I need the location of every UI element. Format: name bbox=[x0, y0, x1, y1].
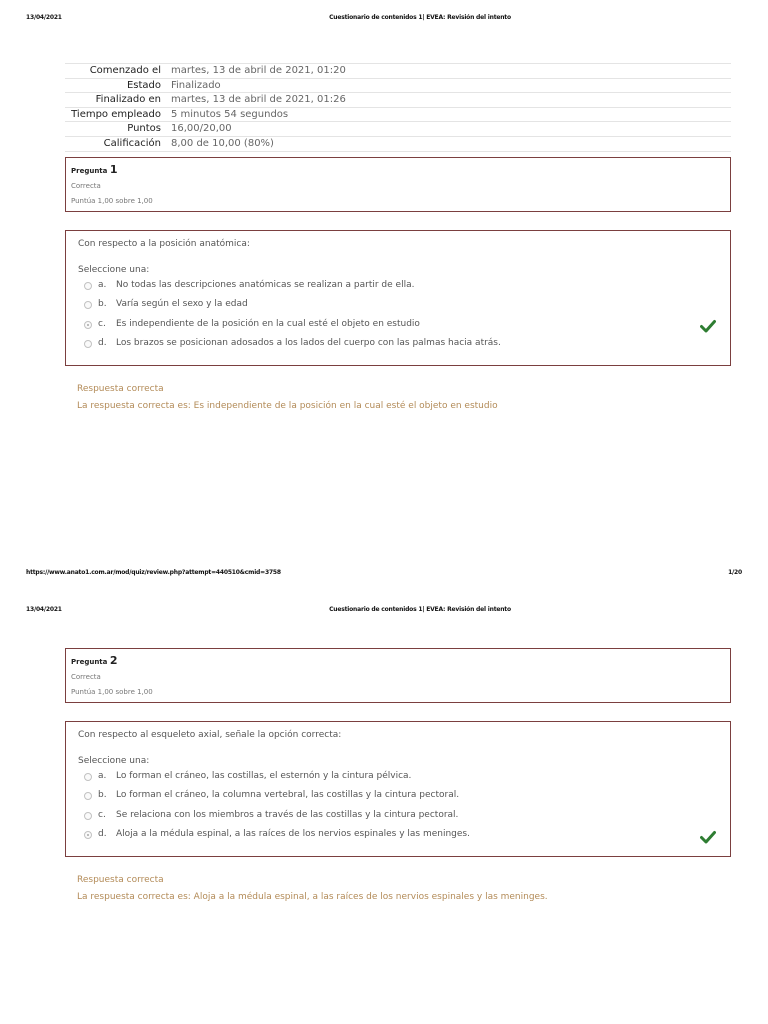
question-number-value: 1 bbox=[109, 163, 118, 176]
feedback-correct-answer: La respuesta correcta es: Aloja a la médula espinal, a las raíces de los nervios espinales y las meninges. bbox=[77, 892, 548, 902]
summary-row-started bbox=[65, 63, 731, 78]
print-date: 13/04/2021 bbox=[26, 14, 62, 21]
summary-value: 16,00/20,00 bbox=[171, 123, 232, 135]
option-letter: c. bbox=[98, 810, 106, 820]
summary-value: 8,00 de 10,00 (80%) bbox=[171, 137, 274, 149]
radio-icon[interactable] bbox=[84, 321, 92, 329]
attempt-summary-table bbox=[65, 63, 731, 152]
print-title: Cuestionario de contenidos 1| EVEA: Revisión del intento bbox=[329, 14, 511, 21]
summary-row-grade bbox=[65, 136, 731, 152]
option-letter: d. bbox=[98, 338, 107, 348]
option-text: No todas las descripciones anatómicas se realizan a partir de ella. bbox=[116, 280, 415, 290]
question-1-content bbox=[65, 230, 731, 366]
summary-row-finished bbox=[65, 92, 731, 107]
radio-icon[interactable] bbox=[84, 301, 92, 309]
radio-icon[interactable] bbox=[84, 812, 92, 820]
option-letter: b. bbox=[98, 299, 107, 309]
question-prompt: Seleccione una: bbox=[78, 756, 150, 766]
question-number bbox=[71, 654, 117, 667]
option-letter: b. bbox=[98, 790, 107, 800]
footer-url: https://www.anato1.com.ar/mod/quiz/review.php?attempt=440510&cmid=3758 bbox=[26, 569, 281, 576]
question-text: Con respecto al esqueleto axial, señale la opción correcta: bbox=[78, 730, 342, 740]
summary-row-points bbox=[65, 121, 731, 136]
radio-icon[interactable] bbox=[84, 773, 92, 781]
option-text: Lo forman el cráneo, las costillas, el esternón y la cintura pélvica. bbox=[116, 771, 412, 781]
summary-value: 5 minutos 54 segundos bbox=[171, 108, 289, 120]
radio-icon[interactable] bbox=[84, 340, 92, 348]
option-letter: d. bbox=[98, 829, 107, 839]
page-number: 1/20 bbox=[728, 569, 742, 576]
question-prompt: Seleccione una: bbox=[78, 265, 150, 275]
summary-label: Comenzado el bbox=[89, 65, 161, 76]
question-label: Pregunta bbox=[71, 658, 108, 666]
option-text: Lo forman el cráneo, la columna vertebral, las costillas y la cintura pectoral. bbox=[116, 790, 460, 800]
summary-label: Finalizado en bbox=[95, 94, 161, 106]
question-label: Pregunta bbox=[71, 167, 108, 175]
radio-icon[interactable] bbox=[84, 282, 92, 290]
summary-row-time-taken bbox=[65, 107, 731, 122]
option-letter: c. bbox=[98, 319, 106, 329]
question-grade: Puntúa 1,00 sobre 1,00 bbox=[71, 688, 153, 696]
option-text: Varía según el sexo y la edad bbox=[116, 299, 248, 309]
question-number bbox=[71, 163, 117, 176]
option-text: Los brazos se posicionan adosados a los lados del cuerpo con las palmas hacia atrás. bbox=[116, 338, 501, 348]
summary-value: Finalizado bbox=[171, 79, 221, 91]
feedback-title: Respuesta correcta bbox=[77, 875, 164, 885]
option-text: Se relaciona con los miembros a través de las costillas y la cintura pectoral. bbox=[116, 810, 459, 820]
feedback-correct-answer: La respuesta correcta es: Es independiente de la posición en la cual esté el objeto en estudio bbox=[77, 401, 498, 411]
question-1-info bbox=[65, 157, 731, 212]
option-letter: a. bbox=[98, 771, 107, 781]
summary-row-state bbox=[65, 78, 731, 93]
summary-label: Estado bbox=[126, 79, 161, 91]
question-state: Correcta bbox=[71, 673, 101, 681]
radio-icon[interactable] bbox=[84, 831, 92, 839]
summary-label: Puntos bbox=[127, 123, 161, 135]
summary-label: Calificación bbox=[103, 137, 161, 149]
option-letter: a. bbox=[98, 280, 107, 290]
print-date: 13/04/2021 bbox=[26, 606, 62, 613]
summary-value: martes, 13 de abril de 2021, 01:20 bbox=[171, 65, 346, 76]
question-grade: Puntúa 1,00 sobre 1,00 bbox=[71, 197, 153, 205]
option-text: Aloja a la médula espinal, a las raíces de los nervios espinales y las meninges. bbox=[116, 829, 470, 839]
check-icon bbox=[700, 319, 716, 333]
feedback-title: Respuesta correcta bbox=[77, 384, 164, 394]
question-2-content bbox=[65, 721, 731, 857]
option-text: Es independiente de la posición en la cual esté el objeto en estudio bbox=[116, 319, 420, 329]
question-2-info bbox=[65, 648, 731, 703]
question-state: Correcta bbox=[71, 182, 101, 190]
question-text: Con respecto a la posición anatómica: bbox=[78, 239, 250, 249]
check-icon bbox=[700, 830, 716, 844]
summary-label: Tiempo empleado bbox=[71, 108, 161, 120]
print-title: Cuestionario de contenidos 1| EVEA: Revisión del intento bbox=[329, 606, 511, 613]
radio-icon[interactable] bbox=[84, 792, 92, 800]
summary-value: martes, 13 de abril de 2021, 01:26 bbox=[171, 94, 346, 106]
question-number-value: 2 bbox=[109, 654, 118, 667]
